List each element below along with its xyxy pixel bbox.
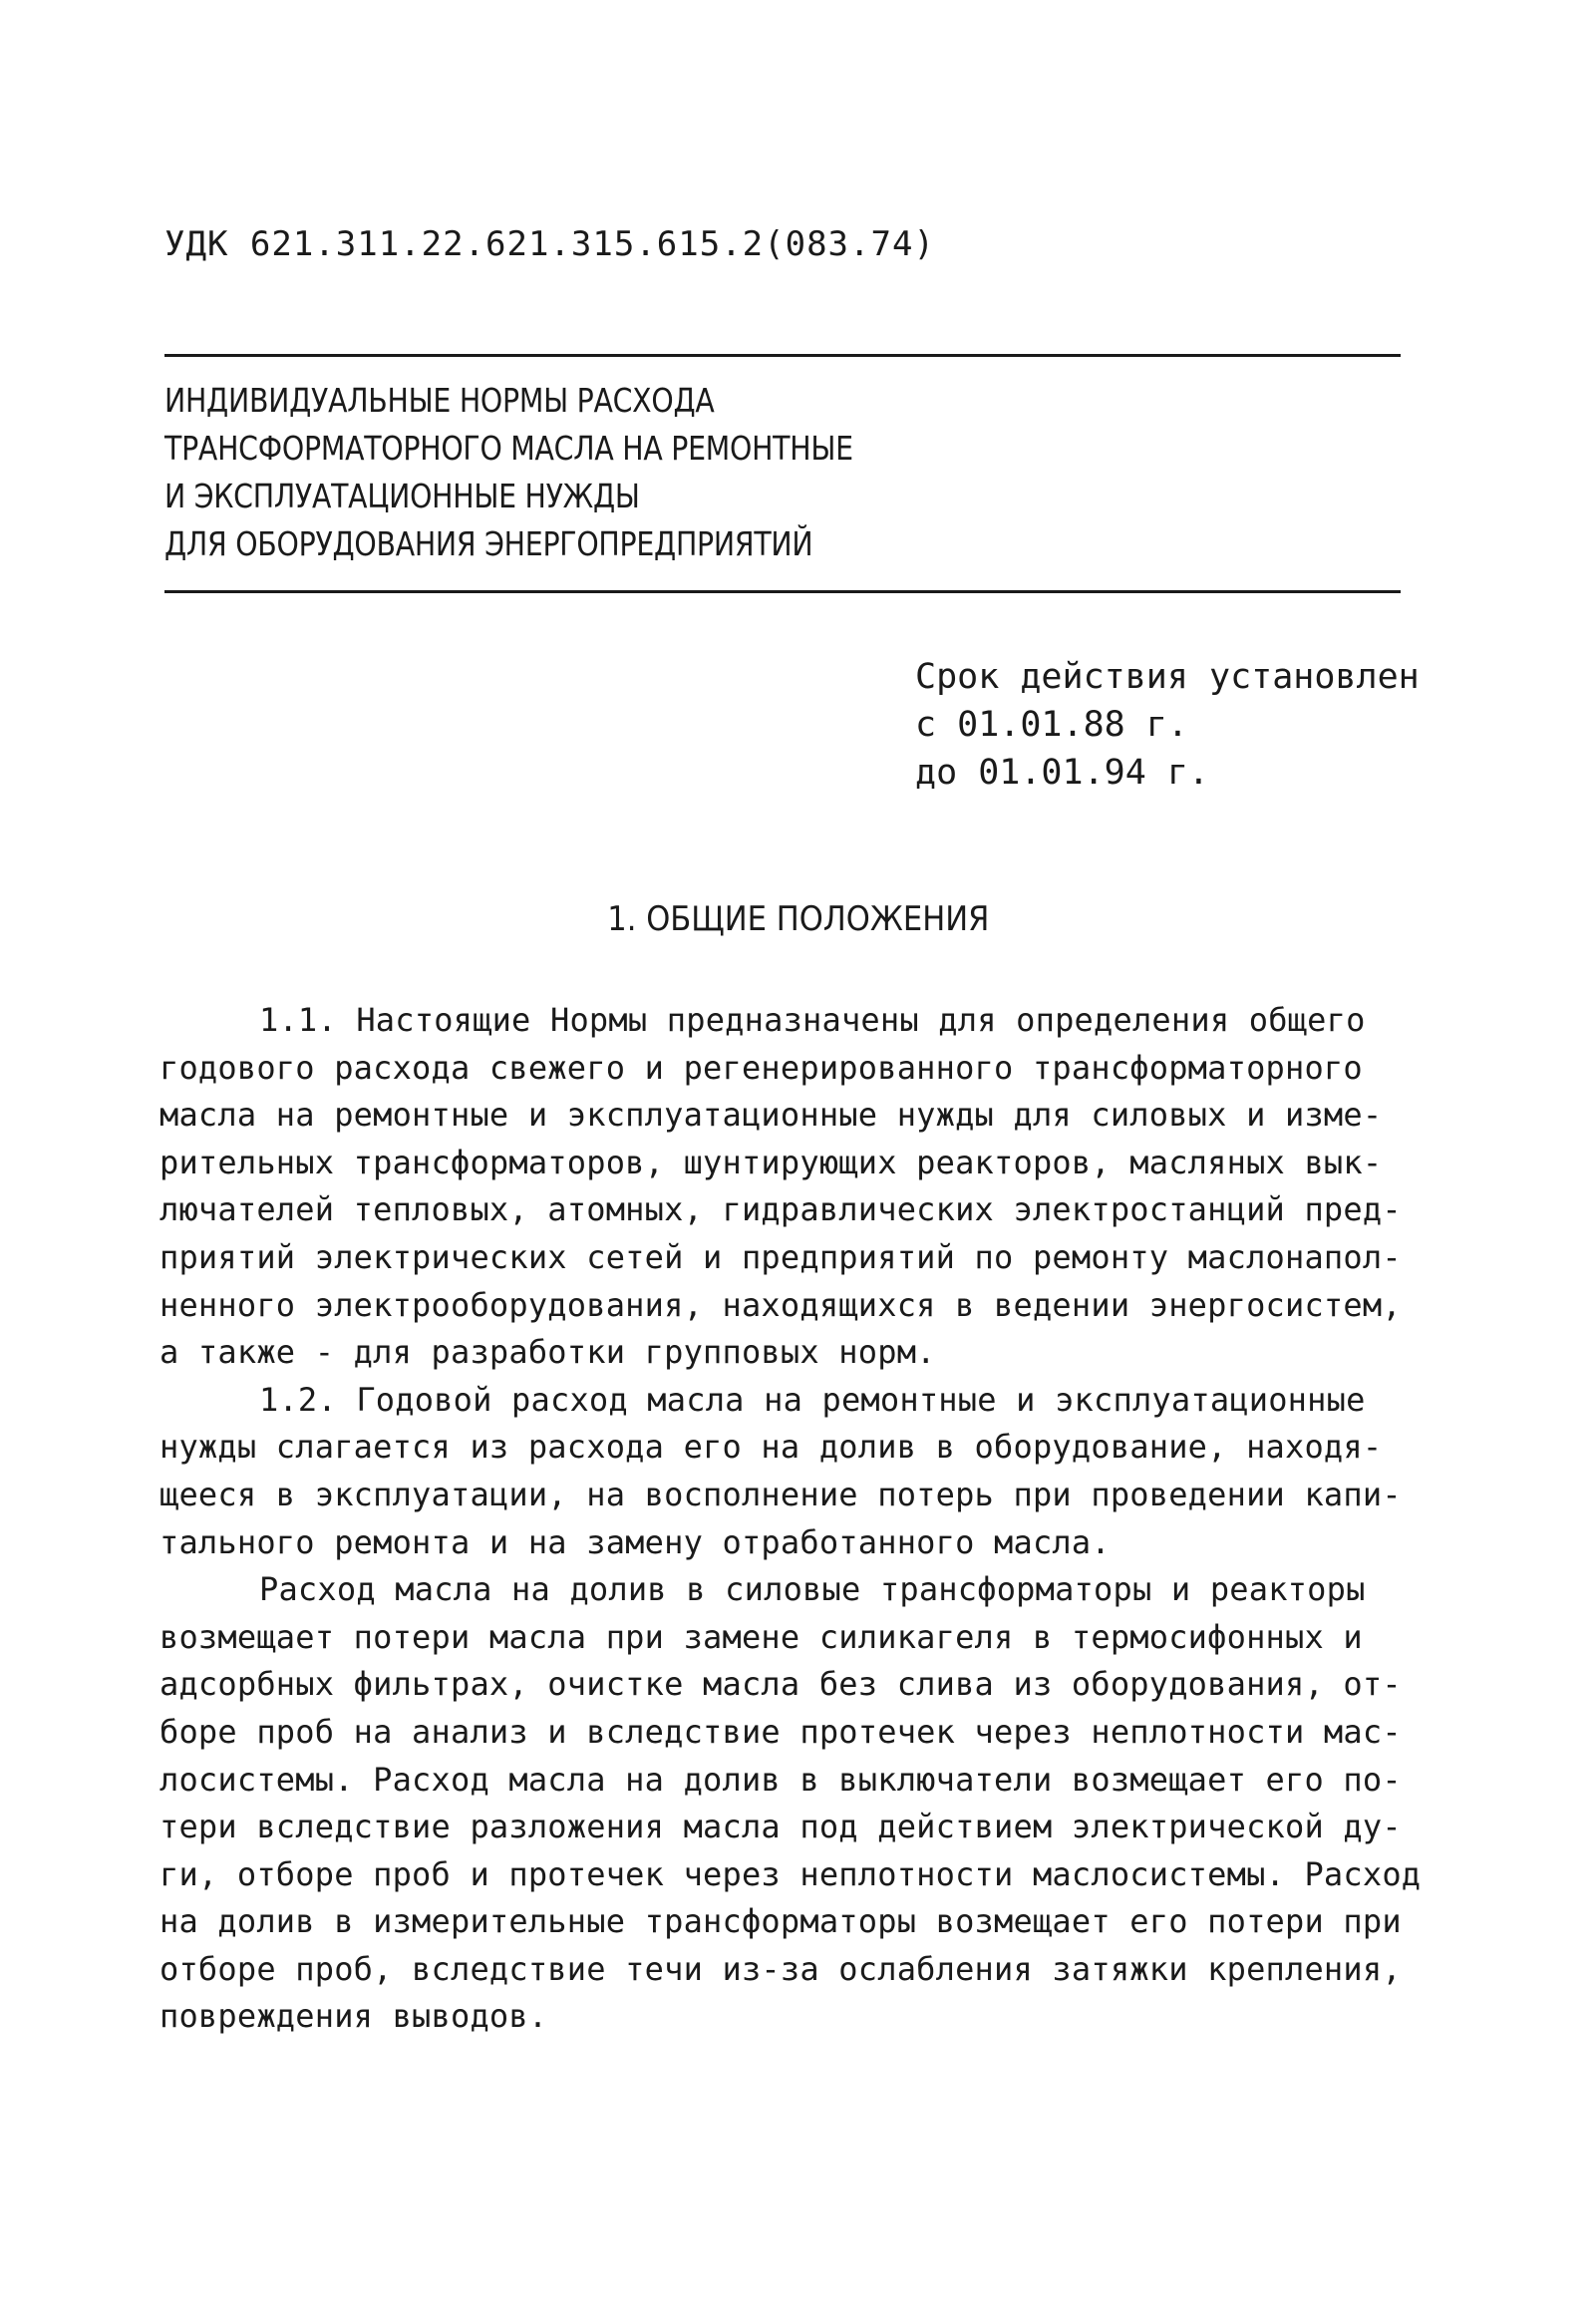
validity-line: с 01.01.88 г. bbox=[915, 705, 1188, 745]
paragraph-line: возмещает потери масла при замене силикагеля в термосифонных и bbox=[160, 1617, 1363, 1656]
paragraph-line: на долив в измерительные трансформаторы возмещает его потери при bbox=[160, 1902, 1402, 1941]
paragraph-line: а также - для разработки групповых норм. bbox=[160, 1333, 936, 1372]
paragraph-line: боре проб на анализ и вследствие протечек через неплотности мас- bbox=[160, 1712, 1402, 1751]
paragraph-line: 1.2. Годовой расход масла на ремонтные и эксплуатационные bbox=[259, 1380, 1366, 1419]
paragraph-line: нужды слагается из расхода его на долив в оборудование, находя- bbox=[160, 1428, 1383, 1467]
paragraph-line: повреждения выводов. bbox=[160, 1997, 548, 2036]
title-line: ДЛЯ ОБОРУДОВАНИЯ ЭНЕРГОПРЕДПРИЯТИЙ bbox=[164, 524, 813, 563]
paragraph-line: тери вследствие разложения масла под действием электрической ду- bbox=[160, 1808, 1402, 1846]
validity-period bbox=[915, 653, 1420, 797]
paragraph-line: лосистемы. Расход масла на долив в выключатели возмещает его по- bbox=[160, 1760, 1402, 1799]
paragraph-line: годового расхода свежего и регенерированного трансформаторного bbox=[160, 1048, 1363, 1087]
document-title-block bbox=[164, 354, 1401, 593]
paragraph-line: лючателей тепловых, атомных, гидравлических электростанций пред- bbox=[160, 1190, 1402, 1229]
udk-code: УДК 621.311.22.621.315.615.2(083.74) bbox=[164, 224, 935, 264]
title-line: И ЭКСПЛУАТАЦИОННЫЕ НУЖДЫ bbox=[164, 477, 640, 515]
validity-line: Срок действия установлен bbox=[915, 657, 1420, 697]
paragraph-line: Расход масла на долив в силовые трансформаторы и реакторы bbox=[259, 1570, 1366, 1609]
paragraph-line: щееся в эксплуатации, на восполнение потерь при проведении капи- bbox=[160, 1475, 1402, 1513]
paragraph-line: масла на ремонтные и эксплуатационные нужды для силовых и изме- bbox=[160, 1096, 1383, 1135]
paragraph-line: ненного электрооборудования, находящихся в ведении энергосистем, bbox=[160, 1285, 1402, 1324]
section-heading-text: 1. ОБЩИЕ ПОЛОЖЕНИЯ bbox=[606, 899, 990, 939]
title-line: ИНДИВИДУАЛЬНЫЕ НОРМЫ РАСХОДА bbox=[164, 381, 715, 420]
paragraph-line: отборе проб, вследствие течи из-за ослабления затяжки крепления, bbox=[160, 1949, 1402, 1988]
paragraph-line: ги, отборе проб и протечек через неплотности маслосистемы. Расход bbox=[160, 1854, 1422, 1893]
section-heading bbox=[0, 899, 1596, 939]
paragraph-line: рительных трансформаторов, шунтирующих реакторов, масляных вык- bbox=[160, 1143, 1383, 1181]
validity-line: до 01.01.94 г. bbox=[915, 753, 1210, 793]
title-line: ТРАНСФОРМАТОРНОГО МАСЛА НА РЕМОНТНЫЕ bbox=[164, 429, 853, 468]
paragraph-line: адсорбных фильтрах, очистке масла без слива из оборудования, от- bbox=[160, 1665, 1402, 1704]
body-text bbox=[160, 997, 1421, 2041]
paragraph-line: 1.1. Настоящие Нормы предназначены для определения общего bbox=[259, 1001, 1366, 1039]
paragraph-line: тального ремонта и на замену отработанного масла. bbox=[160, 1522, 1111, 1561]
paragraph-line: приятий электрических сетей и предприятий по ремонту маслонапол- bbox=[160, 1237, 1402, 1276]
